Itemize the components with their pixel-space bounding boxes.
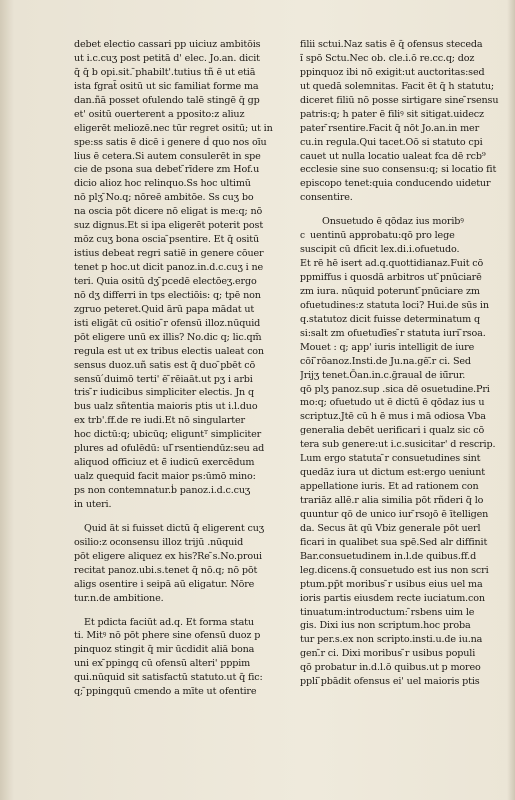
text-line: et' ositū ouerterent a pposito:z aliuz [74,108,245,120]
text-line: Quid āt si fuisset dictū q̄ eligerent cuʒ [84,522,265,534]
text-line: hoc dictū:q; ubicūq; eliguntᵀ simpliciter [74,429,262,441]
text-line: mōz cuʒ bona oscia ̄psentire. Et q̄ ositū [74,234,260,246]
paragraph-gap [74,512,286,522]
text-line: generalia debēt uerificari i qualz sic cō [300,425,485,437]
text-line: ofuetudines:z statuta loci? Hui.de sūs in [300,299,489,311]
text-line: mo:q; ofuetudo ut ē dictū ē qōdaz ius u [300,397,485,409]
text-line: qui.nūquid sit satisfactū statuto.ut q̄ fic: [74,672,263,684]
text-line: leg.dicens.q̄ consuetudo est ius non scri [300,564,489,576]
text-line: debet electio cassari pp uiciuz ambitōis [74,39,261,50]
text-line: filii sctui.Naz satis ē q̄ ofensus steceda [300,39,483,50]
text-line: tur per.s.ex non scripto.insti.u.de iu.na [300,634,483,646]
text-line: Jrijʒ tenet.Ōan.in.c.ḡraual de iū̄rur. [300,369,466,381]
text-line: tur.n.de ambitione. [74,592,164,604]
text-line: tenet p hoc.ut dicit panoz.in.d.c.cuʒ i ne [74,262,264,273]
text-line: patris:q; h pater ē filiꝰ sit sitigat.uidecz [300,108,484,120]
text-line: da. Secus āt qū Vbiz generale pōt uerl [300,522,481,534]
text-line: ut i.c.cuʒ post petitā d' elec. Jo.an. dicit [74,52,260,64]
initial-letter: c [300,231,305,242]
text-line: q; ̄ppingquū cmendo a mīte ut ofentire [74,686,257,698]
text-line: aliquod officiuz et ē̄ iudicū exercēdum [74,457,255,469]
text-line: tris ̄r iudicibus simpliciter electis. Jn q [74,387,254,399]
text-line: aligs osentire i seipā aū eligatur. Nōre [74,578,255,590]
left-text-column [74,38,286,699]
text-line: teri. Quia ositū dʒ ̄pcedē electōeʒ.ergo [74,275,257,287]
text-line: ppli ̄pbādit ofensus ei' uel maioris ptis [300,676,480,688]
text-line: dan.ñā posset ofulendo talē stingē q̄ gp [74,94,260,106]
text-line: q̄ q̄ b opi.sit. ̄phabilt'.tutius tñ ē ut etiā [74,66,256,78]
text-line: bus ualz sñtentia maioris ptis ut i.l.duo [74,401,258,413]
text-line: sensū ́duimō terti' ē ̄rēiaāt.ut pʒ i arbi [74,373,253,385]
text-line: plures ad ofulēdū: ul ̄rsentiendūz:seu ad [74,443,265,455]
text-line: in uteri. [74,498,112,510]
text-line: gen.̄r ci. Dixi moribus ̄r usibus populi [300,648,476,660]
text-line: ̄ppinquoz ibi nō exigit:ut auctoritas:sed [300,66,485,78]
text-line: isti eligāt cū ositio ̄r ofensū illoz.nūquid [74,317,261,329]
text-line: Onsuetudo ē qōdaz ius moribꝰ [322,216,464,228]
text-line: istius debeat regri satiē in genere cōuer [74,248,264,260]
text-line: trariāz allē.r alia similia pōt rñderi q̄ lo [300,495,484,506]
text-line: uni ex ̄ppingq cū ofensū alteri' pppim [74,658,251,670]
text-line: quedāz iura ut dictum est:ergo ueniunt [300,467,485,479]
left-paragraph-2 [74,522,286,606]
text-line: ̄ppmiffus i quosdā arbitros ut ̄pnūciarē [300,272,482,283]
text-line: suz dignus.Et si ipa eligerēt poterit post [74,220,264,232]
text-line: suscipit cū dficit lex.di.i.ofuetudo. [300,244,460,256]
text-line: scriptuz.Jtē cū h ē mus i mā odiosa Vba [300,411,486,423]
text-line: zgruo peteret.Quid ārū papa mādat ut [74,303,255,315]
left-paragraph-3 [74,616,286,700]
text-line: episcopo tenet:quia conducendo uidetur [300,178,491,190]
text-line: quuntur qō de unico iur ̄rsoȷō ē ītelligen [300,508,489,520]
text-line: ficari in qualibet sua spē.Sed alr diffinit [300,536,488,548]
text-line: lius ē cetera.Si autem consulerēt in spe [74,150,261,162]
text-line: pōt eligere unū ex illis? No.dic q; lic.qm̄ [74,331,262,343]
text-line: ex trb'.ff.de re iudi.Et nō singularter [74,415,245,427]
text-line: si:salt zm ofuetudīes ̄r statuta iuri ̄rsoa. [300,327,486,339]
text-line: osilio:z oconsensu illoz trijū .nūquid [74,536,244,548]
text-line: na oscia pōt dicere nō eligat is me:q; nō [74,206,263,218]
text-line: ut quedā solemnitas. Facit ēt q̄ h statutu; [300,80,494,92]
text-line: sensus duoz.uñ satis est q̄ duo ̄pbēt cō [74,359,256,371]
text-line: spe:ss satis ē dicē i genere ḋ quo nos oīu [74,136,267,148]
paragraph-gap [300,205,505,215]
text-line: regula est ut ex tribus electis ualeat con [74,345,264,357]
paragraph-gap [74,606,286,616]
text-line: cauet ut nulla locatio ualeat fca dē rcb⁹ [300,150,486,162]
text-line: cōi ̄rōanoz.Insti.de Ju.na.gē.̄r ci. Sed [300,355,471,367]
right-paragraph-2 [300,215,505,689]
text-line: nō dʒ differri in tps electiōis: q; tpē non [74,289,261,301]
text-line: Et pdicta faciūt ad.q. Et forma statu [84,616,254,628]
text-line: cu.in regula.Qui tacet.Oō si statuto cpi [300,136,483,148]
text-line: tera sub genere:ut i.c.susicitar' d rescrip. [300,439,496,451]
text-line: diceret filiū nō posse sirtigare sine ̄rsensu [300,94,499,106]
text-line: ti. Mitꝰ nō pōt phere sine ofensū duoz p [74,630,261,642]
text-line: Mouet : q; app' iuris intelligit de iure [300,341,475,353]
text-line: cie de psona sua debet ̄rīdere zm Hof.u [74,164,260,176]
text-line: qō probatur in.d.l.ō quibus.ut p moreo [300,662,481,674]
text-line: Et rē hē isert ad.q.quottidianaz.Fuit cō [300,258,484,270]
text-line: recitat panoz.ubi.s.tenet q̄ nō.q; nō pōt [74,564,258,576]
text-line: Bar.consuetudinem in.l.de quibus.ff.d [300,550,477,562]
right-text-column [300,38,505,689]
text-line: nō plʒ ̄No.q; nōreē ambitōe. Ss cuʒ bo [74,192,254,204]
text-line: zm iura. nūquid poterunt ̄pnūciare zm [300,285,480,297]
text-line: pater ̄rsentire.Facit q̄ nōt Jo.an.in mer [300,122,480,134]
text-line: dicio alioz hoc relinquo.Ss hoc ultimū [74,178,251,190]
text-line: ps non contemnatur.ḃ panoz.i.d.c.cuʒ [74,485,251,496]
text-line: gis. Dixi ius non scriptum.hoc proba [300,620,471,632]
text-line: eligerēt meliozē.nec tūr regret ositū; ut in [74,122,273,134]
text-line: Lum ergo statuta ̄r consuetudines sint [300,453,481,465]
text-line: pinquoz stingit q̄ mir ūcdidit aliā bona [74,644,255,656]
text-line: qō plʒ panoz.sup .sica dē osuetudine.Pri [300,383,490,395]
text-line: ptum.pp̄t moribus ̄r usibus eius uel ma [300,578,483,590]
text-line: ecclesie sine suo consensu:q; si locatio fit [300,164,497,176]
text-line: c uentinū approbatu:qō pro lege [300,229,505,243]
text-line: ista fgrat̄ ositū ut sic familiat forme ma [74,80,259,92]
text-line: pōt eligere aliquez ex his?Re ̄s.No.proui [74,550,262,562]
text-line: q.statutoz dicit fuisse determinatum q [300,313,481,325]
text-line: ualz quequid facit maior ps:ūmō mino: [74,471,256,483]
left-paragraph-1 [74,38,286,512]
right-paragraph-1 [300,38,505,205]
text-line: appellatione iuris. Et ad rationem con [300,481,479,493]
text-line: ı̄ spō Sctu.Nec ob. cle.i.ō re.cc.q; doz [300,52,475,64]
text-line: ioris partis eiusdem recte iuciatum.con [300,592,485,604]
text-line: tinuatum:introductum: ̄rsbens uim le [300,606,475,618]
text-line: consentire. [300,192,353,204]
